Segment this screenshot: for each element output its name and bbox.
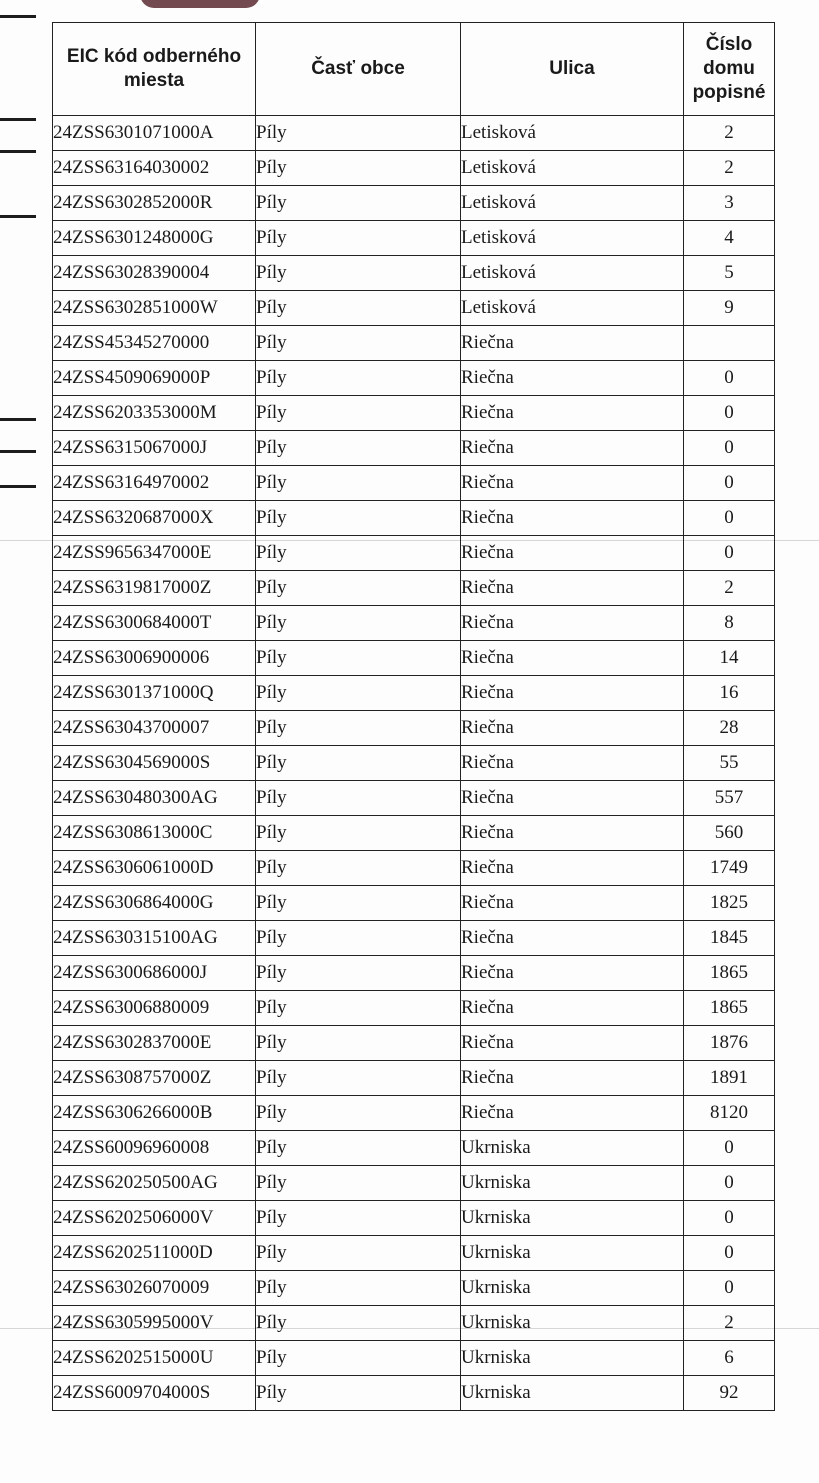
- table-row: [53, 1061, 775, 1096]
- eic-code-cell: 24ZSS6308757000Z: [53, 1061, 256, 1096]
- street-cell: Letisková: [461, 151, 684, 186]
- eic-code-cell: 24ZSS6319817000Z: [53, 571, 256, 606]
- margin-mark: [0, 150, 36, 153]
- street-cell: Riečna: [461, 781, 684, 816]
- eic-code-cell: 24ZSS6305995000V: [53, 1306, 256, 1341]
- table-row: [53, 361, 775, 396]
- house-number-cell: 560: [684, 816, 775, 851]
- house-number-cell: 0: [684, 1166, 775, 1201]
- top-edge-stain: [140, 0, 260, 8]
- street-cell: Riečna: [461, 956, 684, 991]
- table-row: [53, 1026, 775, 1061]
- municipality-part-cell: Píly: [256, 186, 461, 221]
- eic-code-cell: 24ZSS6302851000W: [53, 291, 256, 326]
- eic-code-cell: 24ZSS45345270000: [53, 326, 256, 361]
- street-cell: Riečna: [461, 921, 684, 956]
- municipality-part-cell: Píly: [256, 396, 461, 431]
- table-row: [53, 326, 775, 361]
- house-number-cell: 1845: [684, 921, 775, 956]
- eic-code-cell: 24ZSS6308613000C: [53, 816, 256, 851]
- table-row: [53, 746, 775, 781]
- supply-points-table: [52, 22, 775, 1411]
- municipality-part-cell: Píly: [256, 1131, 461, 1166]
- margin-mark: [0, 418, 36, 421]
- municipality-part-cell: Píly: [256, 641, 461, 676]
- eic-code-cell: 24ZSS6301248000G: [53, 221, 256, 256]
- table-row: [53, 886, 775, 921]
- house-number-cell: 28: [684, 711, 775, 746]
- table-row: [53, 1236, 775, 1271]
- street-cell: Ukrniska: [461, 1201, 684, 1236]
- municipality-part-cell: Píly: [256, 851, 461, 886]
- table-row: [53, 466, 775, 501]
- street-cell: Letisková: [461, 221, 684, 256]
- house-number-cell: 557: [684, 781, 775, 816]
- municipality-part-cell: Píly: [256, 956, 461, 991]
- house-number-cell: 3: [684, 186, 775, 221]
- table-header: [53, 23, 775, 116]
- table-row: [53, 956, 775, 991]
- eic-code-cell: 24ZSS9656347000E: [53, 536, 256, 571]
- street-cell: Ukrniska: [461, 1131, 684, 1166]
- header-municipality-part: Časť obce: [256, 23, 461, 116]
- house-number-cell: 0: [684, 501, 775, 536]
- eic-code-cell: 24ZSS6320687000X: [53, 501, 256, 536]
- municipality-part-cell: Píly: [256, 711, 461, 746]
- municipality-part-cell: Píly: [256, 151, 461, 186]
- eic-code-cell: 24ZSS620250500AG: [53, 1166, 256, 1201]
- house-number-cell: 1825: [684, 886, 775, 921]
- header-street: Ulica: [461, 23, 684, 116]
- house-number-cell: 1891: [684, 1061, 775, 1096]
- house-number-cell: 8: [684, 606, 775, 641]
- eic-code-cell: 24ZSS6202511000D: [53, 1236, 256, 1271]
- municipality-part-cell: Píly: [256, 1341, 461, 1376]
- eic-code-cell: 24ZSS6306061000D: [53, 851, 256, 886]
- table-row: [53, 116, 775, 151]
- municipality-part-cell: Píly: [256, 221, 461, 256]
- eic-code-cell: 24ZSS60096960008: [53, 1131, 256, 1166]
- house-number-cell: 9: [684, 291, 775, 326]
- municipality-part-cell: Píly: [256, 816, 461, 851]
- eic-code-cell: 24ZSS6300684000T: [53, 606, 256, 641]
- eic-code-cell: 24ZSS63006880009: [53, 991, 256, 1026]
- table-row: [53, 291, 775, 326]
- table-row: [53, 571, 775, 606]
- margin-mark: [0, 450, 36, 453]
- municipality-part-cell: Píly: [256, 606, 461, 641]
- municipality-part-cell: Píly: [256, 291, 461, 326]
- street-cell: Riečna: [461, 466, 684, 501]
- eic-code-cell: 24ZSS6315067000J: [53, 431, 256, 466]
- house-number-cell: 8120: [684, 1096, 775, 1131]
- eic-code-cell: 24ZSS6202515000U: [53, 1341, 256, 1376]
- table-row: [53, 186, 775, 221]
- street-cell: Riečna: [461, 1026, 684, 1061]
- margin-mark: [0, 118, 36, 121]
- street-cell: Riečna: [461, 886, 684, 921]
- table-row: [53, 641, 775, 676]
- table-row: [53, 1271, 775, 1306]
- house-number-cell: 2: [684, 571, 775, 606]
- header-eic-code: EIC kód odberného miesta: [53, 23, 256, 116]
- table-row: [53, 1096, 775, 1131]
- house-number-cell: 92: [684, 1376, 775, 1411]
- eic-code-cell: 24ZSS6302852000R: [53, 186, 256, 221]
- municipality-part-cell: Píly: [256, 991, 461, 1026]
- street-cell: Letisková: [461, 116, 684, 151]
- municipality-part-cell: Píly: [256, 921, 461, 956]
- table-row: [53, 991, 775, 1026]
- municipality-part-cell: Píly: [256, 1096, 461, 1131]
- house-number-cell: 0: [684, 1236, 775, 1271]
- house-number-cell: 55: [684, 746, 775, 781]
- eic-code-cell: 24ZSS6203353000M: [53, 396, 256, 431]
- eic-code-cell: 24ZSS6306266000B: [53, 1096, 256, 1131]
- municipality-part-cell: Píly: [256, 1271, 461, 1306]
- table-row: [53, 711, 775, 746]
- margin-mark: [0, 215, 36, 218]
- street-cell: Riečna: [461, 1061, 684, 1096]
- table-row: [53, 431, 775, 466]
- house-number-cell: 0: [684, 396, 775, 431]
- table-row: [53, 221, 775, 256]
- municipality-part-cell: Píly: [256, 466, 461, 501]
- eic-code-cell: 24ZSS630480300AG: [53, 781, 256, 816]
- municipality-part-cell: Píly: [256, 501, 461, 536]
- street-cell: Letisková: [461, 186, 684, 221]
- street-cell: Riečna: [461, 851, 684, 886]
- table-row: [53, 816, 775, 851]
- eic-code-cell: 24ZSS63043700007: [53, 711, 256, 746]
- municipality-part-cell: Píly: [256, 886, 461, 921]
- street-cell: Riečna: [461, 991, 684, 1026]
- street-cell: Ukrniska: [461, 1376, 684, 1411]
- house-number-cell: 1865: [684, 956, 775, 991]
- street-cell: Riečna: [461, 431, 684, 466]
- eic-code-cell: 24ZSS6009704000S: [53, 1376, 256, 1411]
- house-number-cell: 1865: [684, 991, 775, 1026]
- eic-code-cell: 24ZSS63164970002: [53, 466, 256, 501]
- street-cell: Ukrniska: [461, 1166, 684, 1201]
- street-cell: Riečna: [461, 816, 684, 851]
- street-cell: Ukrniska: [461, 1271, 684, 1306]
- house-number-cell: 1876: [684, 1026, 775, 1061]
- street-cell: Riečna: [461, 536, 684, 571]
- street-cell: Riečna: [461, 606, 684, 641]
- house-number-cell: 0: [684, 431, 775, 466]
- table-row: [53, 501, 775, 536]
- municipality-part-cell: Píly: [256, 1376, 461, 1411]
- eic-code-cell: 24ZSS63026070009: [53, 1271, 256, 1306]
- margin-mark: [0, 485, 36, 488]
- eic-code-cell: 24ZSS6301071000A: [53, 116, 256, 151]
- house-number-cell: 0: [684, 536, 775, 571]
- house-number-cell: 0: [684, 1201, 775, 1236]
- eic-code-cell: 24ZSS63006900006: [53, 641, 256, 676]
- table-row: [53, 921, 775, 956]
- municipality-part-cell: Píly: [256, 116, 461, 151]
- street-cell: Riečna: [461, 501, 684, 536]
- house-number-cell: 2: [684, 116, 775, 151]
- table-row: [53, 1306, 775, 1341]
- municipality-part-cell: Píly: [256, 1166, 461, 1201]
- municipality-part-cell: Píly: [256, 676, 461, 711]
- municipality-part-cell: Píly: [256, 536, 461, 571]
- municipality-part-cell: Píly: [256, 1061, 461, 1096]
- municipality-part-cell: Píly: [256, 746, 461, 781]
- table-row: [53, 851, 775, 886]
- header-row: [53, 23, 775, 116]
- house-number-cell: 0: [684, 1271, 775, 1306]
- header-house-number: Číslo domu popisné: [684, 23, 775, 116]
- table-row: [53, 536, 775, 571]
- street-cell: Letisková: [461, 256, 684, 291]
- eic-code-cell: 24ZSS630315100AG: [53, 921, 256, 956]
- table-row: [53, 1131, 775, 1166]
- table-row: [53, 1166, 775, 1201]
- table-row: [53, 396, 775, 431]
- municipality-part-cell: Píly: [256, 571, 461, 606]
- house-number-cell: 1749: [684, 851, 775, 886]
- municipality-part-cell: Píly: [256, 361, 461, 396]
- street-cell: Letisková: [461, 291, 684, 326]
- margin-mark: [0, 15, 36, 18]
- table-row: [53, 256, 775, 291]
- street-cell: Riečna: [461, 711, 684, 746]
- eic-code-cell: 24ZSS6302837000E: [53, 1026, 256, 1061]
- house-number-cell: 0: [684, 466, 775, 501]
- eic-code-cell: 24ZSS6301371000Q: [53, 676, 256, 711]
- table-row: [53, 781, 775, 816]
- eic-code-cell: 24ZSS63028390004: [53, 256, 256, 291]
- table-row: [53, 606, 775, 641]
- eic-code-cell: 24ZSS4509069000P: [53, 361, 256, 396]
- eic-code-cell: 24ZSS63164030002: [53, 151, 256, 186]
- house-number-cell: 14: [684, 641, 775, 676]
- street-cell: Ukrniska: [461, 1236, 684, 1271]
- municipality-part-cell: Píly: [256, 1026, 461, 1061]
- municipality-part-cell: Píly: [256, 1306, 461, 1341]
- municipality-part-cell: Píly: [256, 256, 461, 291]
- house-number-cell: 2: [684, 1306, 775, 1341]
- street-cell: Ukrniska: [461, 1306, 684, 1341]
- street-cell: Riečna: [461, 396, 684, 431]
- municipality-part-cell: Píly: [256, 781, 461, 816]
- table-row: [53, 676, 775, 711]
- table-row: [53, 1201, 775, 1236]
- eic-code-cell: 24ZSS6300686000J: [53, 956, 256, 991]
- house-number-cell: 0: [684, 361, 775, 396]
- table-body: [53, 116, 775, 1411]
- street-cell: Riečna: [461, 1096, 684, 1131]
- house-number-cell: 4: [684, 221, 775, 256]
- house-number-cell: [684, 326, 775, 361]
- table-row: [53, 1341, 775, 1376]
- house-number-cell: 6: [684, 1341, 775, 1376]
- street-cell: Ukrniska: [461, 1341, 684, 1376]
- eic-code-cell: 24ZSS6304569000S: [53, 746, 256, 781]
- street-cell: Riečna: [461, 676, 684, 711]
- table-row: [53, 1376, 775, 1411]
- house-number-cell: 5: [684, 256, 775, 291]
- municipality-part-cell: Píly: [256, 431, 461, 466]
- table-row: [53, 151, 775, 186]
- house-number-cell: 16: [684, 676, 775, 711]
- municipality-part-cell: Píly: [256, 326, 461, 361]
- street-cell: Riečna: [461, 746, 684, 781]
- street-cell: Riečna: [461, 641, 684, 676]
- eic-code-cell: 24ZSS6202506000V: [53, 1201, 256, 1236]
- eic-code-cell: 24ZSS6306864000G: [53, 886, 256, 921]
- house-number-cell: 2: [684, 151, 775, 186]
- house-number-cell: 0: [684, 1131, 775, 1166]
- municipality-part-cell: Píly: [256, 1201, 461, 1236]
- municipality-part-cell: Píly: [256, 1236, 461, 1271]
- street-cell: Riečna: [461, 326, 684, 361]
- street-cell: Riečna: [461, 571, 684, 606]
- street-cell: Riečna: [461, 361, 684, 396]
